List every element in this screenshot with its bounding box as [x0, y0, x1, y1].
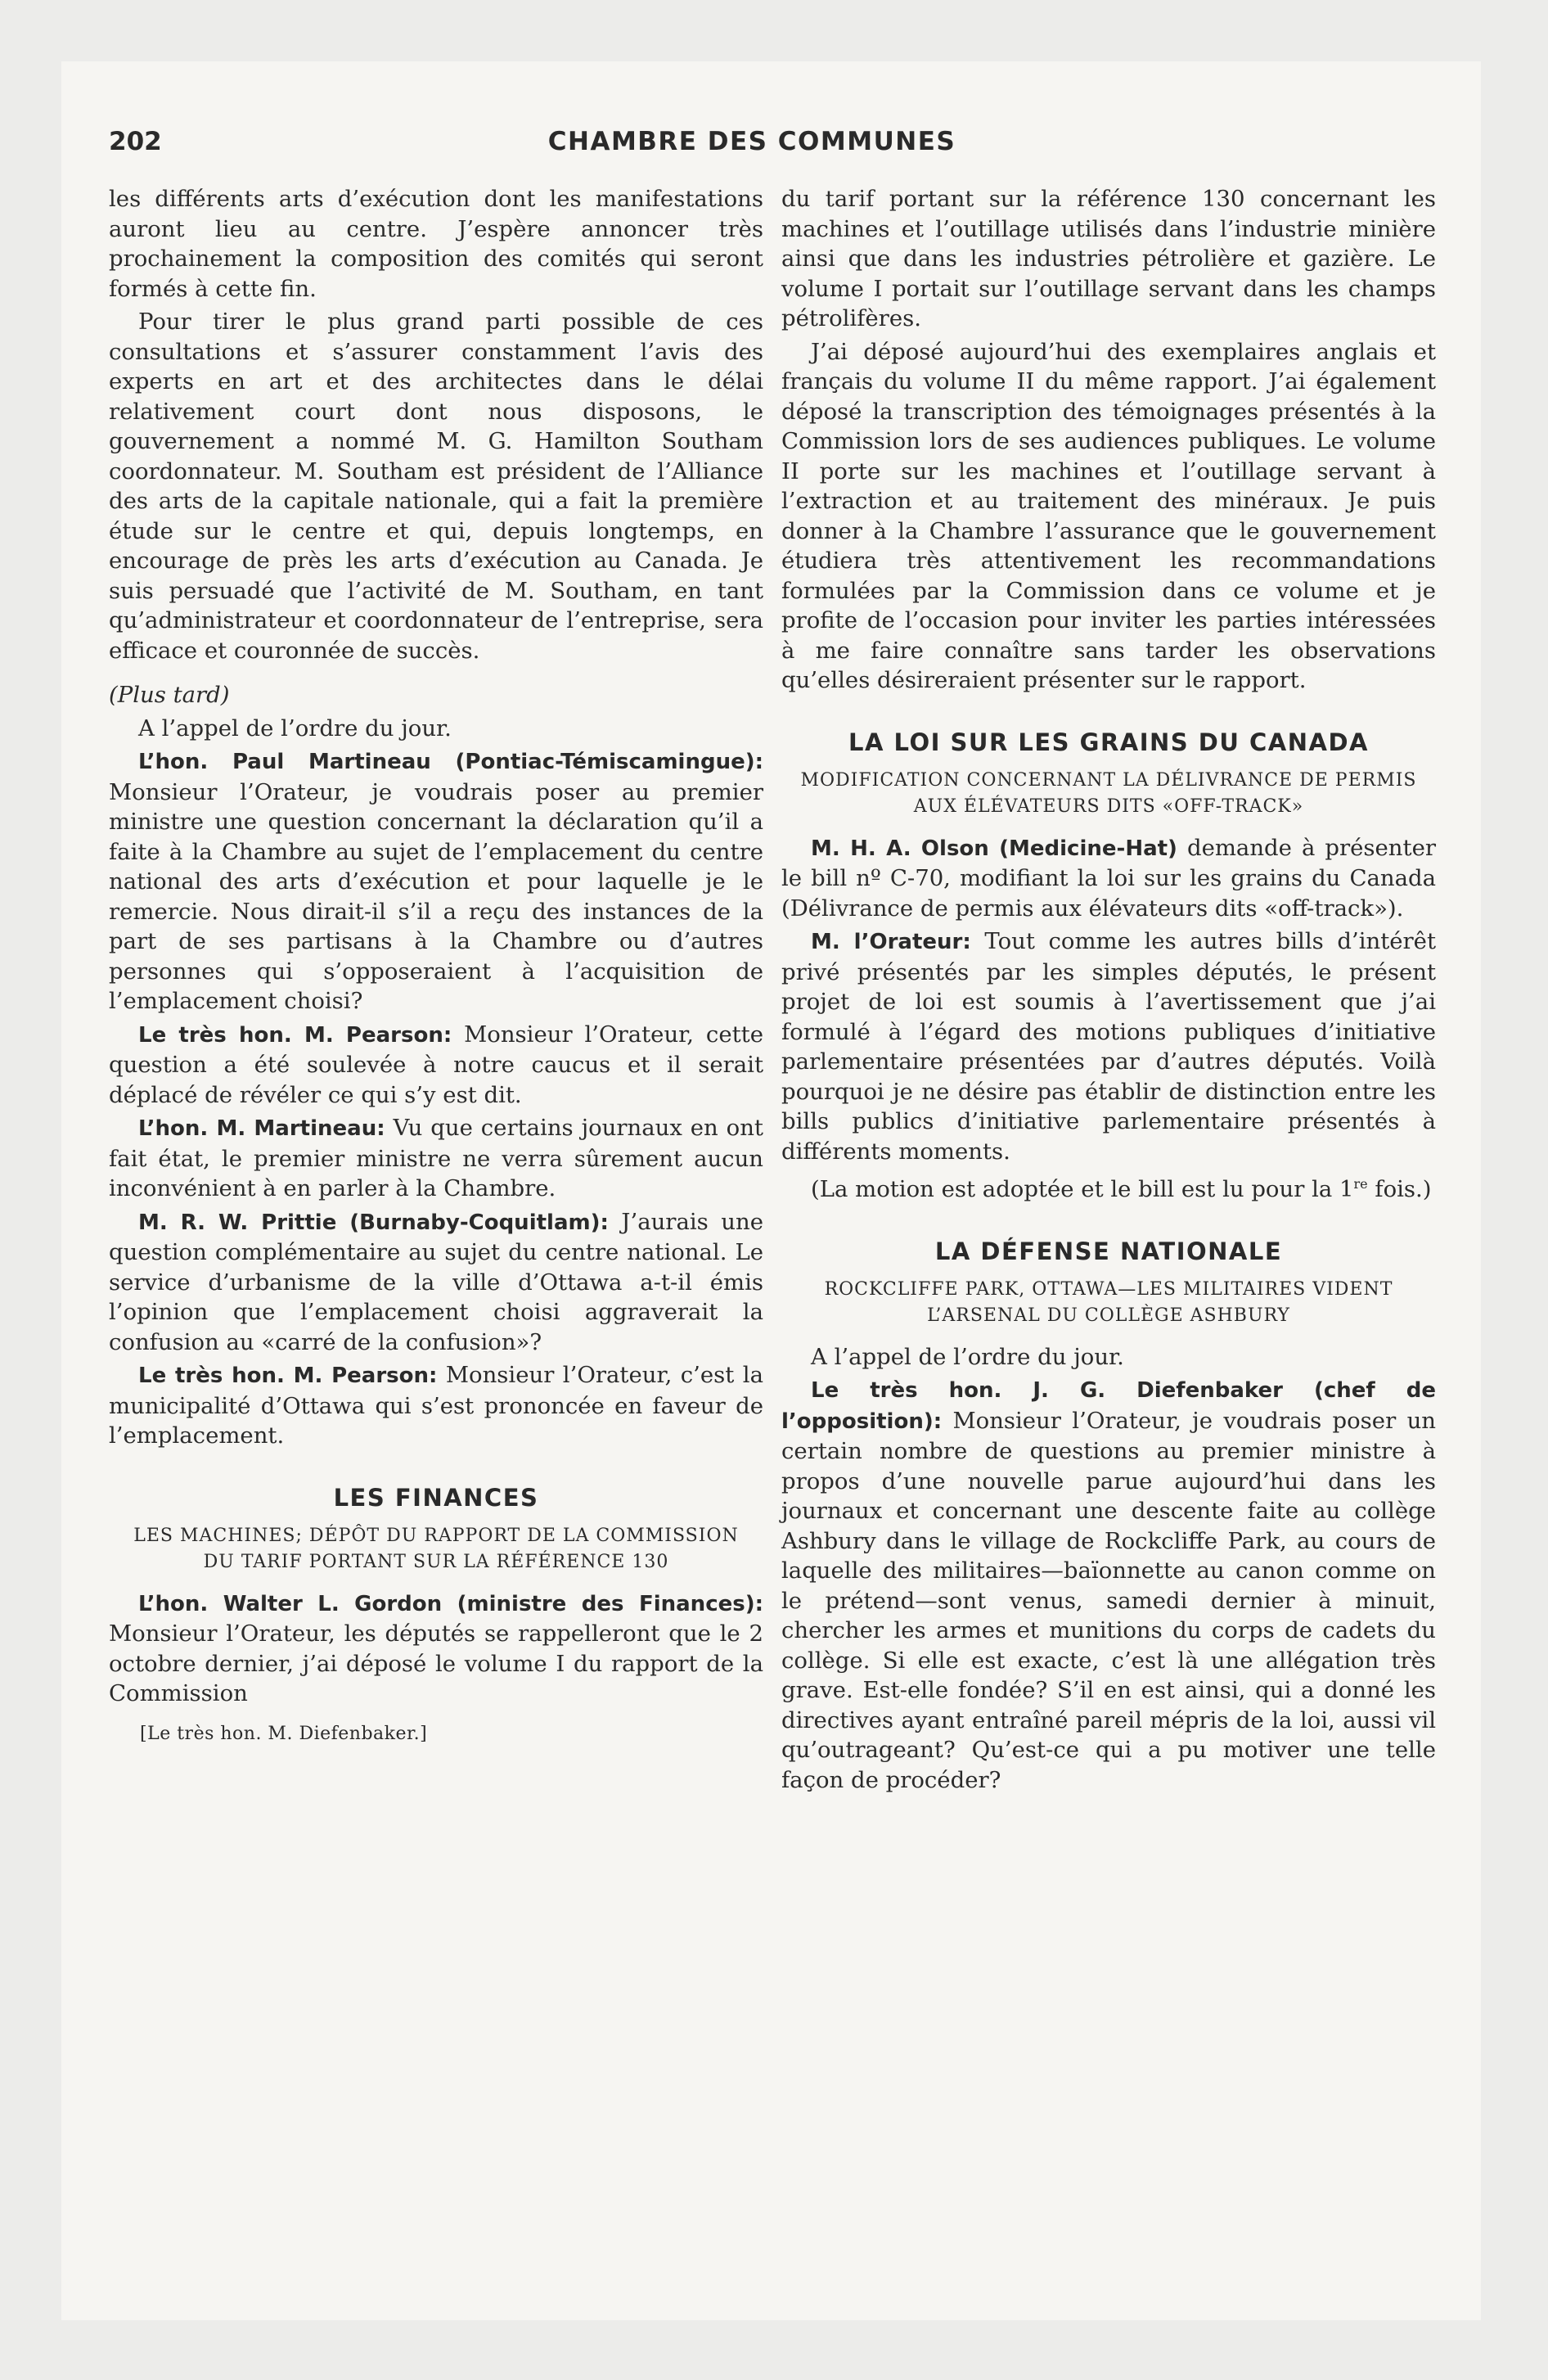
- speaker: Le très hon. J. G. Diefenbaker (chef de l’opposition):: [781, 1378, 1436, 1434]
- footer-note: [Le très hon. M. Diefenbaker.]: [140, 1723, 428, 1744]
- speech-speaker: [781, 926, 1436, 1166]
- page-number: 202: [109, 127, 162, 156]
- speech-text: Monsieur l’Orateur, cette question a été soulevée à notre caucus et il serait déplacé de révéler ce qui s’y est dit.: [109, 1021, 763, 1108]
- speech-text: Monsieur l’Orateur, je voudrais poser un certain nombre de questions au premier ministre à propos d’une nouvelle parue aujourd’hui dans les journaux et concernant une descente faite au collège Ashbury dans le village de Rockcliffe Park, au cours de laquelle des militaires—baïonnette au canon comme on le prétend—sont venus, samedi dernier à minuit, chercher les armes et munitions du corps de cadets du collège. Si elle est exacte, c’est là une allégation très grave. Est-elle fondée? S’il en est ainsi, qui a donné les directives ayant entraîné pareil mépris de la loi, aussi vil qu’outrageant? Qu’est-ce qui a pu motiver une telle façon de procéder?: [781, 1407, 1436, 1793]
- ordinal-suffix: re: [1353, 1176, 1368, 1192]
- page: [61, 61, 1481, 2320]
- motion-end: fois.): [1367, 1176, 1432, 1203]
- page-header: [109, 127, 1395, 169]
- speech-text: Monsieur l’Orateur, c’est la municipalité d’Ottawa qui s’est prononcée en faveur de l’emplacement.: [109, 1362, 763, 1449]
- speaker: M. H. A. Olson (Medicine-Hat): [811, 836, 1177, 861]
- speaker: Le très hon. M. Pearson:: [138, 1364, 438, 1388]
- later-note: (Plus tard): [109, 682, 230, 708]
- speech-text: J’aurais une question complémentaire au sujet du centre national. Le service d’urbanisme de la ville d’Ottawa a-t-il émis l’opinion que l’emplacement choisi aggraverait la confusion au «carré de la confusion»?: [109, 1208, 763, 1355]
- speaker: M. R. W. Prittie (Burnaby-Coquitlam):: [138, 1210, 609, 1235]
- speech-pearson: [109, 1020, 763, 1111]
- motion-text: (La motion est adoptée et le bill est lu pour la 1: [811, 1176, 1354, 1203]
- speech-text: Vu que certains journaux en ont fait état, le premier ministre ne verra sûrement aucun inconvénient à en parler à la Chambre.: [109, 1115, 763, 1201]
- paragraph: Pour tirer le plus grand parti possible de ces consultations et s’assurer constamment l’avis des experts en art et des architectes dans le délai relativement court dont nous disposons, le gouvernement a nommé M. G. Hamilton Southam coordonnateur. M. Southam est président de l’Alliance des arts de la capitale nationale, qui a fait la première étude sur le centre et qui, depuis longtemps, en encourage de près les arts d’exécution au Canada. Je suis persuadé que l’activité de M. Southam, en tant qu’administrateur et coordonnateur de l’entreprise, sera efficace et couronnée de succès.: [109, 309, 763, 664]
- subheading: LES MACHINES; DÉPÔT DU RAPPORT DE LA COMMISSION DU TARIF PORTANT SUR LA RÉFÉRENCE 130: [133, 1525, 739, 1572]
- paragraph: les différents arts d’exécution dont les manifestations auront lieu au centre. J’espère annoncer très prochainement la composition des comités qui seront formés à cette fin.: [109, 186, 763, 302]
- subheading: ROCKCLIFFE PARK, OTTAWA—LES MILITAIRES VIDENT L’ARSENAL DU COLLÈGE ASHBURY: [824, 1278, 1393, 1326]
- section-heading: LA LOI SUR LES GRAINS DU CANADA: [848, 728, 1369, 756]
- speaker: L’hon. M. Martineau:: [138, 1116, 385, 1141]
- paragraph: du tarif portant sur la référence 130 concernant les machines et l’outillage utilisés dans l’industrie minière ainsi que dans les industries pétrolière et gazière. Le volume I portait sur l’outillage servant dans les champs pétrolifères.: [781, 186, 1436, 331]
- right-column: [781, 184, 1436, 1798]
- left-column: [109, 184, 763, 1744]
- speech-text: demande à présenter le bill nº C-70, modifiant la loi sur les grains du Canada (Délivrance de permis aux élévateurs dits «off-track»).: [781, 834, 1436, 922]
- speech-prittie: [109, 1207, 763, 1358]
- speech-diefenbaker: [781, 1375, 1436, 1795]
- speech-text: Monsieur l’Orateur, je voudrais poser au premier ministre une question concernant la déclaration qu’il a faite à la Chambre au sujet de l’emplacement du centre national des arts d’exécution et pour laquelle je le remercie. Nous dirait-il s’il a reçu des instances de la part de ses partisans à la Chambre ou d’autres personnes qui s’opposeraient à l’acquisition de l’emplacement choisi?: [109, 778, 763, 1014]
- speech-martineau: [109, 746, 763, 1016]
- speech-text: Tout comme les autres bills d’intérêt privé présentés par les simples députés, le présent projet de loi est soumis à l’avertissement que j’ai formulé à l’égard des motions publiques d’initiative parlementaire présentées par d’autres députés. Voilà pourquoi je ne désire pas établir de distinction entre les bills publics d’initiative parlementaire présentés à différents moments.: [781, 928, 1436, 1165]
- speech-gordon: [109, 1589, 763, 1709]
- section-heading: LES FINANCES: [333, 1483, 539, 1512]
- speaker: Le très hon. M. Pearson:: [138, 1022, 452, 1048]
- speaker: M. l’Orateur:: [811, 930, 971, 954]
- speaker: L’hon. Walter L. Gordon (ministre des Finances):: [138, 1591, 763, 1616]
- paragraph: J’ai déposé aujourd’hui des exemplaires anglais et français du volume II du même rapport. J’ai également déposé la transcription des témoignages présentés à la Commission lors de ses audiences publiques. Le volume II porte sur les machines et l’outillage servant à l’extraction et au traitement des minéraux. Je puis donner à la Chambre l’assurance que le gouvernement étudiera très attentivement les recommandations formulées par la Commission dans ce volume et je profite de l’occasion pour inviter les parties intéressées à me faire connaître sans tarder les observations qu’elles désireraient présenter sur le rapport.: [781, 338, 1436, 693]
- subheading: MODIFICATION CONCERNANT LA DÉLIVRANCE DE PERMIS AUX ÉLÉVATEURS DITS «OFF-TRACK»: [800, 769, 1417, 817]
- speech-martineau-2: [109, 1113, 763, 1204]
- section-heading: LA DÉFENSE NATIONALE: [934, 1237, 1283, 1265]
- speaker: L’hon. Paul Martineau (Pontiac-Témiscamingue):: [138, 750, 763, 774]
- speech-pearson-2: [109, 1360, 763, 1451]
- orders-of-the-day: A l’appel de l’ordre du jour.: [138, 714, 452, 741]
- speech-text: Monsieur l’Orateur, les députés se rappelleront que le 2 octobre dernier, j’ai déposé le volume I du rapport de la Commission: [109, 1620, 763, 1706]
- orders-of-the-day: A l’appel de l’ordre du jour.: [811, 1343, 1124, 1370]
- motion-note: [781, 1170, 1436, 1205]
- running-head: CHAMBRE DES COMMUNES: [547, 127, 956, 156]
- speech-olson: [781, 833, 1436, 924]
